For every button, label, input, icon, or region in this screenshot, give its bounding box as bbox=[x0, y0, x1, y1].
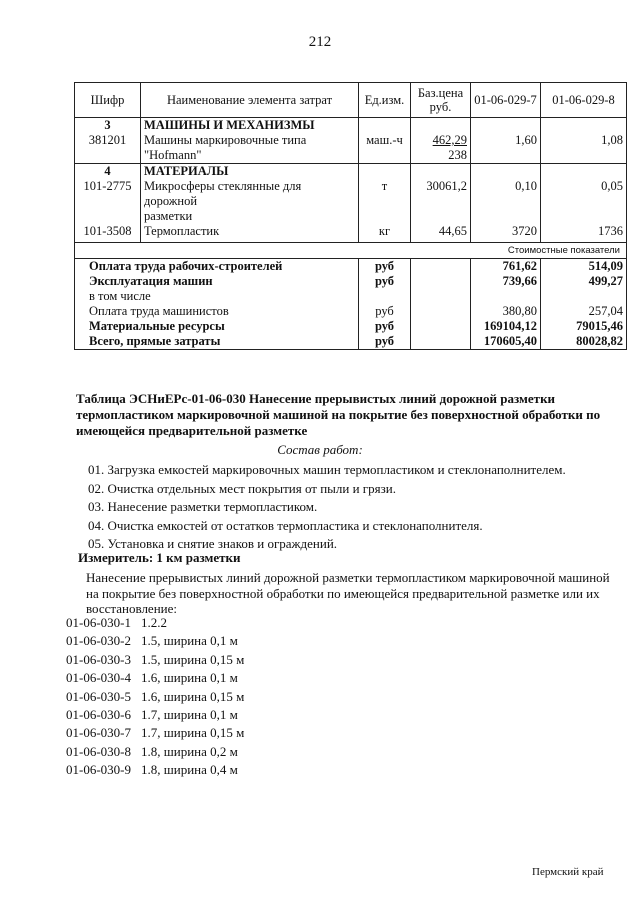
code-id: 01-06-030-9 bbox=[66, 762, 131, 778]
row-value-col1: 3720 bbox=[471, 224, 541, 243]
codes-list bbox=[66, 614, 244, 780]
code-text: 1.8, ширина 0,4 м bbox=[141, 762, 238, 778]
work-item: 04. Очистка емкостей от остатков термопластика и стеклонаполнителя. bbox=[88, 517, 483, 533]
code-text: 1.6, ширина 0,1 м bbox=[141, 670, 238, 686]
price-denominator: 238 bbox=[448, 148, 467, 162]
code-id: 01-06-030-2 bbox=[66, 633, 131, 649]
cost-note: Стоимостные показатели bbox=[75, 243, 627, 259]
summary-value-col2: 257,04 bbox=[541, 304, 627, 319]
code-item bbox=[66, 632, 244, 650]
work-item: 02. Очистка отдельных мест покрытия от пыли и грязи. bbox=[88, 480, 396, 496]
cost-note-row bbox=[75, 243, 627, 259]
row-value-col2: 1,08 bbox=[541, 133, 627, 164]
code-item bbox=[66, 614, 244, 632]
summary-row bbox=[75, 304, 627, 319]
section-row bbox=[75, 164, 627, 180]
summary-unit: руб bbox=[359, 334, 411, 350]
summary-label: Материальные ресурсы bbox=[75, 319, 359, 334]
row-code: 101-2775 bbox=[75, 179, 141, 224]
row-name: Термопластик bbox=[141, 224, 359, 243]
summary-row bbox=[75, 259, 627, 275]
code-id: 01-06-030-4 bbox=[66, 670, 131, 686]
code-id: 01-06-030-1 bbox=[66, 615, 131, 630]
table-row bbox=[75, 179, 627, 224]
row-code: 101-3508 bbox=[75, 224, 141, 243]
code-text: 1.6, ширина 0,15 м bbox=[141, 688, 245, 704]
work-item: 03. Нанесение разметки термопластиком. bbox=[88, 499, 318, 515]
code-text: 1.2.2 bbox=[141, 615, 167, 630]
summary-label: Оплата труда рабочих-строителей bbox=[75, 259, 359, 275]
summary-label: Оплата труда машинистов bbox=[75, 304, 359, 319]
summary-value-col1: 169104,12 bbox=[471, 319, 541, 334]
row-value-col2: 0,05 bbox=[541, 179, 627, 224]
summary-value-col2 bbox=[541, 289, 627, 304]
summary-unit: руб bbox=[359, 259, 411, 275]
row-price: 30061,2 bbox=[411, 179, 471, 224]
summary-unit bbox=[359, 289, 411, 304]
code-item bbox=[66, 706, 244, 724]
section-title: МАТЕРИАЛЫ bbox=[141, 164, 359, 180]
row-unit: т bbox=[359, 179, 411, 224]
works-heading: Состав работ: bbox=[277, 442, 363, 457]
code-id: 01-06-030-8 bbox=[66, 743, 131, 759]
section-number: 3 bbox=[75, 118, 141, 134]
header-col1: 01-06-029-7 bbox=[471, 83, 541, 118]
code-item bbox=[66, 743, 244, 761]
section-row bbox=[75, 118, 627, 134]
code-text: 1.7, ширина 0,1 м bbox=[141, 707, 238, 723]
code-item bbox=[66, 688, 244, 706]
summary-row bbox=[75, 334, 627, 350]
row-name-line1: Машины маркировочные типа bbox=[144, 133, 307, 147]
row-name bbox=[141, 179, 359, 224]
row-value-col1: 1,60 bbox=[471, 133, 541, 164]
code-item bbox=[66, 761, 244, 779]
header-name: Наименование элемента затрат bbox=[141, 83, 359, 118]
summary-label: Эксплуатация машин bbox=[75, 274, 359, 289]
meter-label: Измеритель: 1 км разметки bbox=[78, 550, 241, 565]
summary-value-col2: 79015,46 bbox=[541, 319, 627, 334]
row-name-line2: "Hofmann" bbox=[144, 148, 202, 162]
row-name-line1: Микросферы стеклянные для дорожной bbox=[144, 179, 302, 208]
row-code: 381201 bbox=[75, 133, 141, 164]
summary-value-col2: 80028,82 bbox=[541, 334, 627, 350]
summary-row bbox=[75, 289, 627, 304]
summary-row bbox=[75, 319, 627, 334]
row-name-line2: разметки bbox=[144, 209, 193, 223]
code-id: 01-06-030-6 bbox=[66, 707, 131, 723]
table-row bbox=[75, 133, 627, 164]
summary-unit: руб bbox=[359, 319, 411, 334]
code-item bbox=[66, 724, 244, 742]
footer-region: Пермский край bbox=[532, 866, 604, 878]
code-id: 01-06-030-7 bbox=[66, 725, 131, 741]
summary-value-col2: 514,09 bbox=[541, 259, 627, 275]
table-row bbox=[75, 224, 627, 243]
section-number: 4 bbox=[75, 164, 141, 180]
summary-value-col1: 170605,40 bbox=[471, 334, 541, 350]
table-section-title: Таблица ЭСНиЕРс-01-06-030 Нанесение прерывистых линий дорожной разметки термопластиком маркировочной машиной на покрытие без поверхностной обработки по имеющейся предварительной разметке bbox=[76, 391, 601, 438]
summary-row bbox=[75, 274, 627, 289]
row-name bbox=[141, 133, 359, 164]
code-id: 01-06-030-5 bbox=[66, 688, 131, 704]
row-unit: маш.-ч bbox=[359, 133, 411, 164]
row-price bbox=[411, 133, 471, 164]
resource-table bbox=[74, 82, 627, 350]
price-numerator: 462,29 bbox=[432, 133, 467, 147]
page-number: 212 bbox=[308, 34, 332, 50]
works-list bbox=[88, 461, 566, 554]
code-text: 1.5, ширина 0,1 м bbox=[141, 633, 238, 649]
header-base-price: Баз.цена руб. bbox=[411, 83, 471, 118]
description: Нанесение прерывистых линий дорожной разметки термопластиком маркировочной машиной на покрытие без поверхностной обработки по имеющейся предварительной разметке или их восстановление: bbox=[86, 570, 610, 616]
code-item bbox=[66, 669, 244, 687]
summary-value-col1: 761,62 bbox=[471, 259, 541, 275]
summary-label: в том числе bbox=[75, 289, 359, 304]
summary-value-col1: 739,66 bbox=[471, 274, 541, 289]
row-price: 44,65 bbox=[411, 224, 471, 243]
code-id: 01-06-030-3 bbox=[66, 651, 131, 667]
code-text: 1.7, ширина 0,15 м bbox=[141, 725, 245, 741]
code-item bbox=[66, 651, 244, 669]
summary-value-col1 bbox=[471, 289, 541, 304]
row-value-col1: 0,10 bbox=[471, 179, 541, 224]
table-header-row bbox=[75, 83, 627, 118]
summary-unit: руб bbox=[359, 274, 411, 289]
summary-label: Всего, прямые затраты bbox=[75, 334, 359, 350]
section-title: МАШИНЫ И МЕХАНИЗМЫ bbox=[141, 118, 359, 134]
summary-unit: руб bbox=[359, 304, 411, 319]
header-code: Шифр bbox=[75, 83, 141, 118]
work-item: 05. Установка и снятие знаков и ограждений. bbox=[88, 536, 338, 552]
header-unit: Ед.изм. bbox=[359, 83, 411, 118]
work-item: 01. Загрузка емкостей маркировочных машин термопластиком и стеклонаполнителем. bbox=[88, 462, 566, 477]
code-text: 1.5, ширина 0,15 м bbox=[141, 651, 245, 667]
summary-value-col2: 499,27 bbox=[541, 274, 627, 289]
row-unit: кг bbox=[359, 224, 411, 243]
row-value-col2: 1736 bbox=[541, 224, 627, 243]
code-text: 1.8, ширина 0,2 м bbox=[141, 743, 238, 759]
summary-value-col1: 380,80 bbox=[471, 304, 541, 319]
header-col2: 01-06-029-8 bbox=[541, 83, 627, 118]
